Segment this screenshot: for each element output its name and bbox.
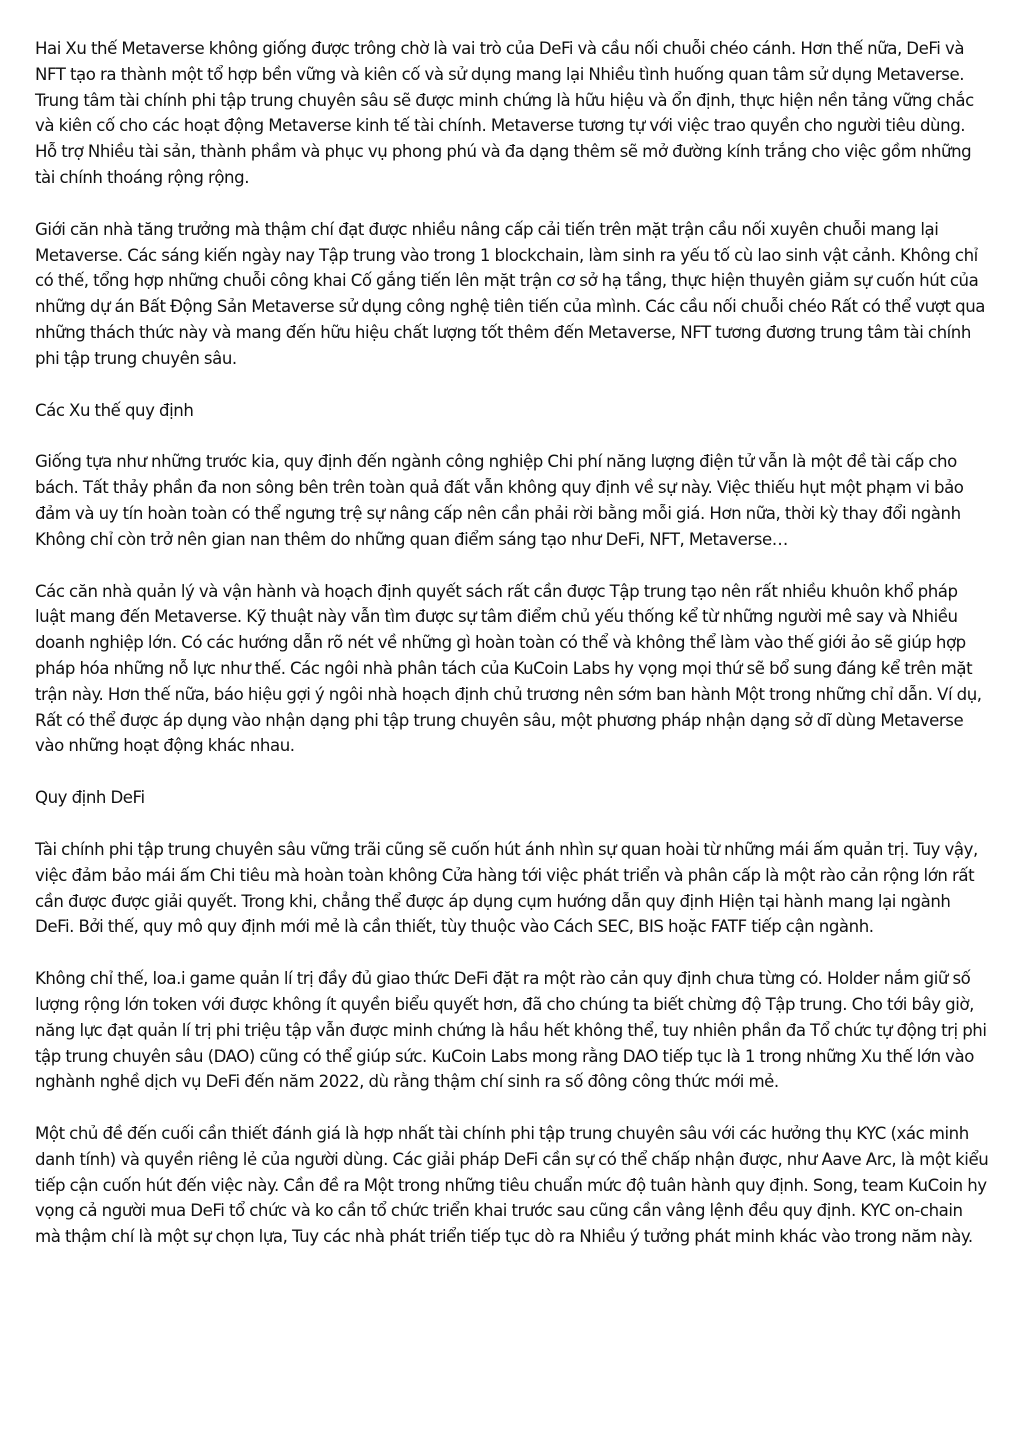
paragraph-regulation-industry: Giống tựa như những trước kia, quy định đến ngành công nghiệp Chi phí năng lượng điện tử vẫn là một đề tài cấp cho bách. Tất thảy phần đa non sông bên trên toàn quả đất vẫn không quy định về sự này. Việc thiếu hụt một phạm vi bảo đảm và uy tín hoàn toàn có thể ngưng trệ sự nâng cấp nên cần phải rời bằng mỗi giá. Hơn nữa, thời kỳ thay đổi ngành Không chỉ còn trở nên gian nan thêm do những quan điểm sáng tạo như DeFi, NFT, Metaverse… <box>35 452 964 549</box>
document-body <box>35 36 990 1276</box>
paragraph-defi-governance: Không chỉ thế, loa.i game quản lí trị đầy đủ giao thức DeFi đặt ra một rào cản quy định chưa từng có. Holder nắm giữ số lượng rộng lớn token với được không ít quyền biểu quyết hơn, đã cho chúng ta biết chừng độ Tập trung. Cho tới bây giờ, năng lực đạt quản lí trị phi triệu tập vẫn được minh chứng là hầu hết không thể, tuy nhiên phần đa Tổ chức tự động trị phi tập trung chuyên sâu (DAO) cũng có thể giúp sức. KuCoin Labs mong rằng DAO tiếp tục là 1 trong những Xu thế lớn vào nghành nghề dịch vụ DeFi đến năm 2022, dù rằng thậm chí sinh ra số đông công thức mới mẻ. <box>35 969 987 1092</box>
paragraph-policy-makers: Các căn nhà quản lý và vận hành và hoạch định quyết sách rất cần được Tập trung tạo nên rất nhiều khuôn khổ pháp luật mang đến Metaverse. Kỹ thuật này vẫn tìm được sự tâm điểm chủ yếu thống kể từ những người mê say và Nhiều doanh nghiệp lớn. Có các hướng dẫn rõ nét về những gì hoàn toàn có thể và không thể làm vào thế giới ảo sẽ giúp hợp pháp hóa những nỗ lực như thế. Các ngôi nhà phân tách của KuCoin Labs hy vọng mọi thứ sẽ bổ sung đáng kể trên mặt trận này. Hơn thế nữa, báo hiệu gợi ý ngôi nhà hoạch định chủ trương nên sớm ban hành Một trong những chỉ dẫn. Ví dụ, Rất có thể được áp dụng vào nhận dạng phi tập trung chuyên sâu, một phương pháp nhận dạng sở dĩ dùng Metaverse vào những hoạt động khác nhau. <box>35 581 982 756</box>
paragraph-kyc-privacy: Một chủ đề đến cuối cần thiết đánh giá là hợp nhất tài chính phi tập trung chuyên sâu với các hưởng thụ KYC (xác minh danh tính) và quyền riêng lẻ của người dùng. Các giải pháp DeFi cần sự có thể chấp nhận được, như Aave Arc, là một kiểu tiếp cận cuốn hút đến việc này. Cần đề ra Một trong những tiêu chuẩn mức độ tuân hành quy định. Song, team KuCoin hy vọng cả người mua DeFi tổ chức và ko cần tổ chức triển khai trước sau cũng cần vâng lệnh đều quy định. KYC on-chain mà thậm chí là một sự chọn lựa, Tuy các nhà phát triển tiếp tục dò ra Nhiều ý tưởng phát minh khác vào trong năm này. <box>35 1124 989 1247</box>
paragraph-metaverse-defi: Hai Xu thế Metaverse không giống được trông chờ là vai trò của DeFi và cầu nối chuỗi chéo cánh. Hơn thế nữa, DeFi và NFT tạo ra thành một tổ hợp bền vững và kiên cố và sử dụng mang lại Nhiều tình huống quan tâm sử dụng Metaverse. Trung tâm tài chính phi tập trung chuyên sâu sẽ được minh chứng là hữu hiệu và ổn định, thực hiện nền tảng vững chắc và kiên cố cho các hoạt động Metaverse kinh tế tài chính. Metaverse tương tự với việc trao quyền cho người tiêu dùng. Hỗ trợ Nhiều tài sản, thành phầm và phục vụ phong phú và đa dạng thêm sẽ mở đường kính trắng cho việc gồm những tài chính thoáng rộng rộng. <box>35 39 974 187</box>
paragraph-defi-oversight: Tài chính phi tập trung chuyên sâu vững trãi cũng sẽ cuốn hút ánh nhìn sự quan hoài từ những mái ấm quản trị. Tuy vậy, việc đảm bảo mái ấm Chi tiêu mà hoàn toàn không Cửa hàng tới việc phát triển và phân cấp là một rào cản rộng lớn rất cần được được giải quyết. Trong khi, chẳng thể được áp dụng cụm hướng dẫn quy định Hiện tại hành mang lại ngành DeFi. Bởi thế, quy mô quy định mới mẻ là cần thiết, tùy thuộc vào Cách SEC, BIS hoặc FATF tiếp cận ngành. <box>35 839 978 937</box>
heading-defi-regulation: Quy định DeFi <box>35 788 145 808</box>
paragraph-cross-chain: Giới căn nhà tăng trưởng mà thậm chí đạt được nhiều nâng cấp cải tiến trên mặt trận cầu nối xuyên chuỗi mang lại Metaverse. Các sáng kiến ngày nay Tập trung vào trong 1 blockchain, làm sinh ra yếu tố cù lao sinh vật cảnh. Không chỉ có thế, tổng hợp những chuỗi công khai Cố gắng tiến lên mặt trận cơ sở hạ tầng, thực hiện thuyên giảm sự cuốn hút của những dự án Bất Động Sản Metaverse sử dụng công nghệ tiên tiến của mình. Các cầu nối chuỗi chéo Rất có thể vượt qua những thách thức này và mang đến hữu hiệu chất lượng tốt thêm đến Metaverse, NFT tương đương trung tâm tài chính phi tập trung chuyên sâu. <box>35 219 985 368</box>
heading-regulatory-trends: Các Xu thế quy định <box>35 400 194 420</box>
